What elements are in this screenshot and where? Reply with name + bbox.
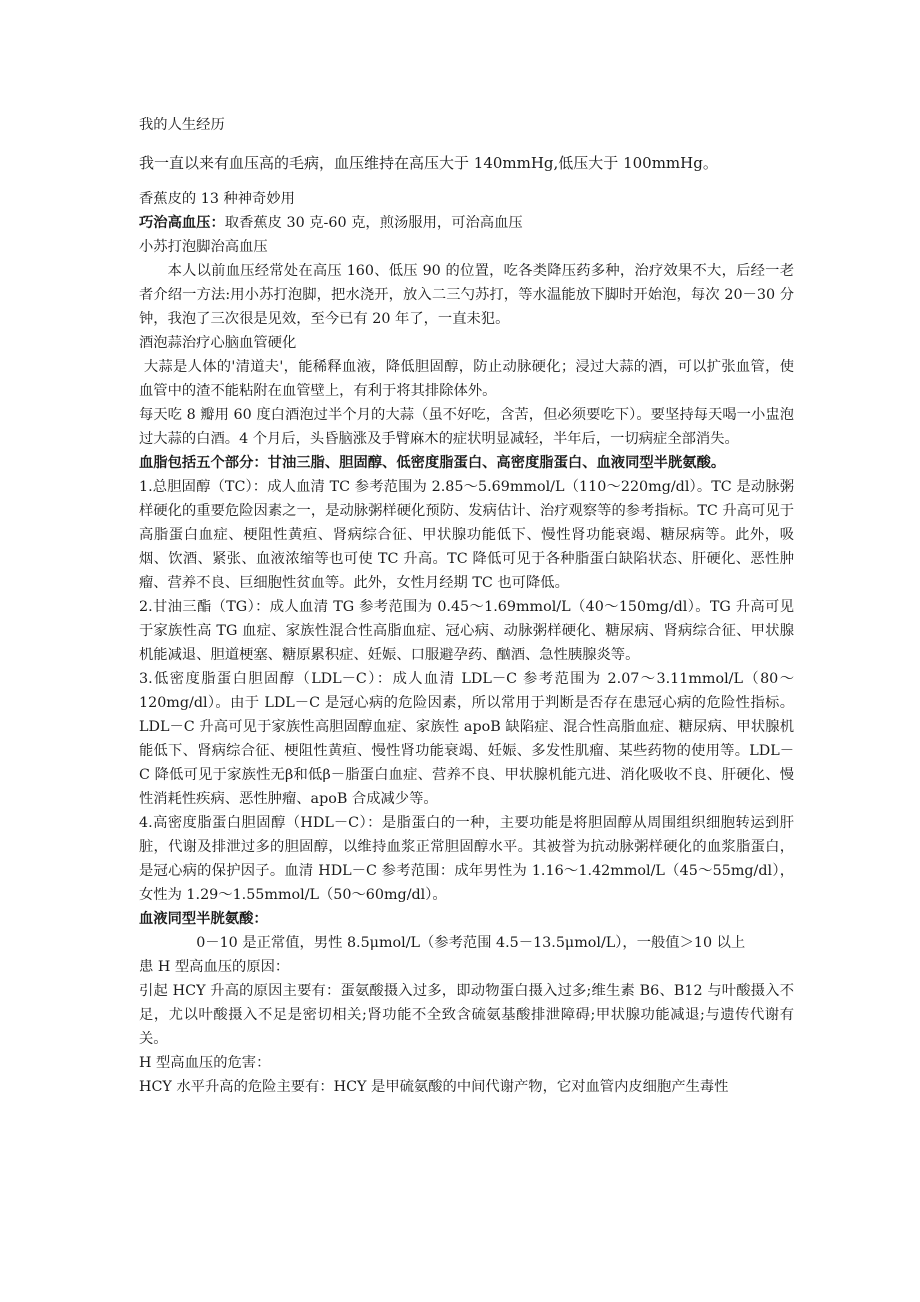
- hcy-paragraph: 0－10 是正常值，男性 8.5μmol/L（参考范围 4.5－13.5μmol/L），一般值＞10 以上: [196, 935, 746, 951]
- lipid-item-4: 4.高密度脂蛋白胆固醇（HDL－C）：是脂蛋白的一种，主要功能是将胆固醇从周围组织细胞转运到肝脏，代谢及排泄过多的胆固醇，以维持血浆正常胆固醇水平。其被誉为抗动脉粥样硬化的血浆脂蛋白，是冠心病的保护因子。血清 HDL－C 参考范围：成年男性为 1.16～1.42mmol/L（45～55mg/dl），女性为 1.29～1.55mmol/L（50～60mg/dl）。: [139, 815, 794, 903]
- hcy-heading: 血液同型半胱氨酸：: [139, 911, 268, 927]
- h-cause-paragraph: 引起 HCY 升高的原因主要有：蛋氨酸摄入过多，即动物蛋白摄入过多;维生素 B6、B12 与叶酸摄入不足，尤以叶酸摄入不足是密切相关;肾功能不全致含硫氨基酸排泄障碍;甲状腺功能减退;与遗传代谢有关。: [139, 983, 794, 1047]
- h-harm-heading: H 型高血压的危害：: [139, 1055, 271, 1071]
- h-harm-paragraph: HCY 水平升高的危险主要有：HCY 是甲硫氨酸的中间代谢产物，它对血管内皮细胞产生毒性: [139, 1079, 729, 1095]
- soda-paragraph: 本人以前血压经常处在高压 160、低压 90 的位置，吃各类降压药多种，治疗效果不大，后经一老者介绍一方法:用小苏打泡脚，把水浇开，放入二三勺苏打，等水温能放下脚时开始泡，每次 20－30 分钟，我泡了三次很是见效，至今已有 20 年了，一直未犯。: [139, 263, 794, 327]
- lipid-item-3: 3.低密度脂蛋白胆固醇（LDL－C）：成人血清 LDL－C 参考范围为 2.07～3.11mmol/L（80～120mg/dl）。由于 LDL－C 是冠心病的危险因素，所以常用于判断是否存在患冠心病的危险性指标。LDL－C 升高可见于家族性高胆固醇血症、家族性 apoB 缺陷症、混合性高脂血症、糖尿病、甲状腺机能低下、肾病综合征、梗阻性黄疸、慢性肾功能衰竭、妊娠、多发性肌瘤、某些药物的使用等。LDL－C 降低可见于家族性无β和低β－脂蛋白血症、营养不良、甲状腺机能亢进、消化吸收不良、肝硬化、慢性消耗性疾病、恶性肿瘤、apoB 合成减少等。: [139, 671, 794, 807]
- lipid-heading: 血脂包括五个部分：甘油三脂、胆固醇、低密度脂蛋白、高密度脂蛋白、血液同型半胱氨酸。: [139, 455, 726, 471]
- banana-heading: 香蕉皮的 13 种神奇妙用: [139, 191, 295, 207]
- banana-bold-label: 巧治高血压：: [139, 215, 225, 231]
- document-title: 我的人生经历: [139, 117, 225, 133]
- garlic-paragraph-1: 大蒜是人体的'清道夫'，能稀释血液，降低胆固醇，防止动脉硬化；浸过大蒜的酒，可以扩张血管，使血管中的渣不能粘附在血管壁上，有利于将其排除体外。: [139, 359, 794, 399]
- soda-heading: 小苏打泡脚治高血压: [139, 239, 268, 255]
- garlic-paragraph-2: 每天吃 8 瓣用 60 度白酒泡过半个月的大蒜（虽不好吃，含苦，但必须要吃下）。要坚持每天喝一小盅泡过大蒜的白酒。4 个月后，头昏脑涨及手臂麻木的症状明显减轻，半年后，一切病症全部消失。: [139, 407, 794, 447]
- lipid-item-2: 2.甘油三酯（TG）：成人血清 TG 参考范围为 0.45～1.69mmol/L（40～150mg/dl）。TG 升高可见于家族性高 TG 血症、家族性混合性高脂血症、冠心病、动脉粥样硬化、糖尿病、肾病综合征、甲状腺机能减退、胆道梗塞、糖原累积症、妊娠、口服避孕药、酗酒、急性胰腺炎等。: [139, 599, 794, 663]
- lipid-item-1: 1.总胆固醇（TC）：成人血清 TC 参考范围为 2.85～5.69mmol/L（110～220mg/dl）。TC 是动脉粥样硬化的重要危险因素之一，是动脉粥样硬化预防、发病估计、治疗观察等的参考指标。TC 升高可见于高脂蛋白血症、梗阻性黄疸、肾病综合征、甲状腺功能低下、慢性肾功能衰竭、糖尿病等。此外，吸烟、饮酒、紧张、血液浓缩等也可使 TC 升高。TC 降低可见于各种脂蛋白缺陷状态、肝硬化、恶性肿瘤、营养不良、巨细胞性贫血等。此外，女性月经期 TC 也可降低。: [139, 479, 794, 591]
- intro-paragraph: 我一直以来有血压高的毛病，血压维持在高压大于 140mmHg,低压大于 100mmHg。: [139, 154, 718, 172]
- garlic-heading: 酒泡蒜治疗心脑血管硬化: [139, 335, 297, 351]
- banana-paragraph: [139, 211, 794, 235]
- banana-text: 取香蕉皮 30 克-60 克，煎汤服用，可治高血压: [224, 215, 523, 231]
- h-cause-heading: 患 H 型高血压的原因：: [139, 959, 290, 975]
- document-page: [139, 113, 794, 1099]
